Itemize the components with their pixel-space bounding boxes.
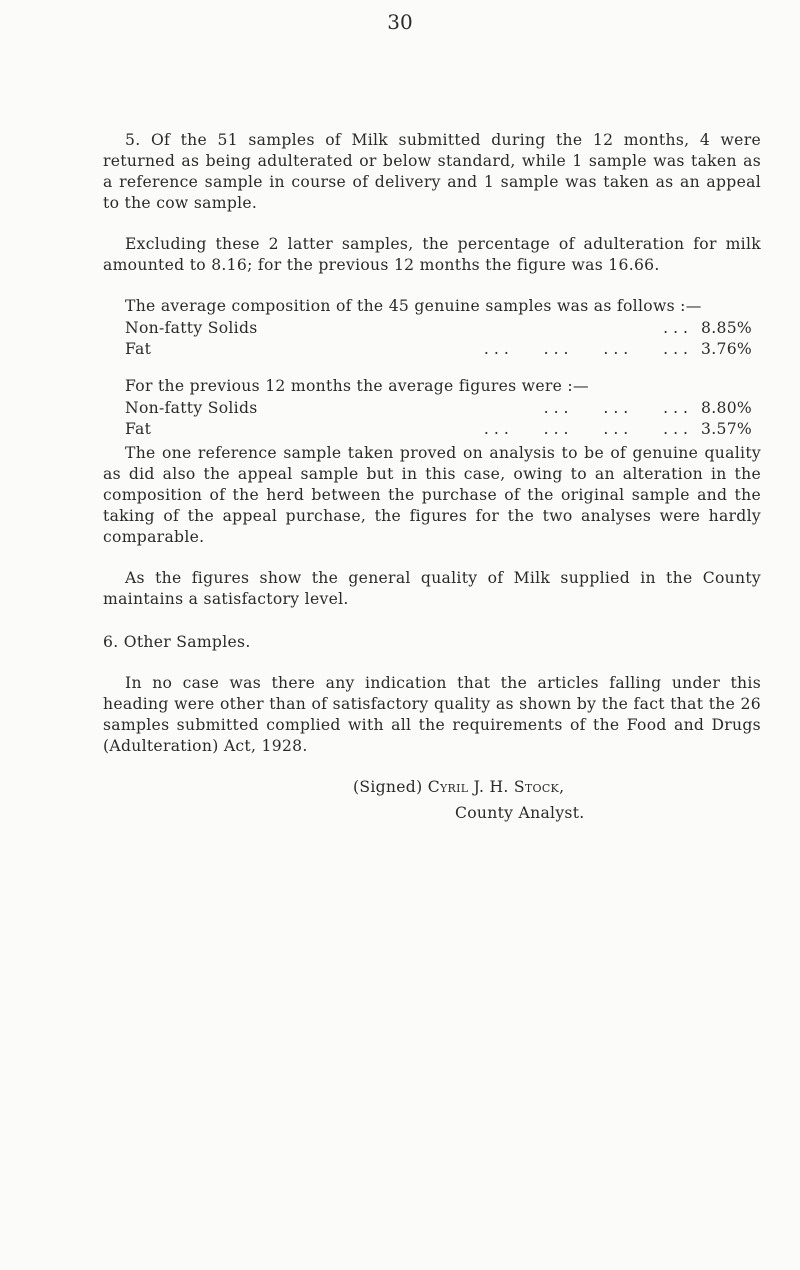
- row-label: Non-fatty Solids: [125, 319, 258, 337]
- table-row: [125, 339, 761, 360]
- row-label: Fat: [125, 420, 152, 438]
- row-leader: ... ... ...: [543, 399, 693, 417]
- section5-paragraph-3: The one reference sample taken proved on analysis to be of genuine quality as did also the appeal sample but in this case, owing to an alteration in the composition of the herd between the purchase of the original sample and the taking of the appeal purchase, the figures for the two analyses were hardly comparable.: [103, 444, 761, 546]
- table-row: [125, 398, 761, 419]
- section5-paragraph-4: As the figures show the general quality of Milk supplied in the County maintains a satisfactory level.: [103, 569, 761, 608]
- table-row: [125, 318, 761, 339]
- row-value: 3.76%: [701, 340, 753, 358]
- average-composition-table: [125, 318, 761, 360]
- row-leader: ... ... ... ...: [483, 420, 693, 438]
- signature-line: [103, 777, 761, 798]
- row-value: 3.57%: [701, 420, 753, 438]
- section6-paragraph: In no case was there any indication that the articles falling under this heading were other than of satisfactory quality as shown by the fact that the 26 samples submitted complied with all the requirements of the Food and Drugs (Adulteration) Act, 1928.: [103, 674, 761, 755]
- row-label: Non-fatty Solids: [125, 399, 258, 417]
- signatory-name: Cyril J. H. Stock,: [427, 778, 565, 796]
- row-value: 8.85%: [701, 319, 753, 337]
- section6-heading: 6. Other Samples.: [103, 633, 251, 651]
- row-value: 8.80%: [701, 399, 753, 417]
- page-number: 30: [387, 10, 413, 34]
- row-leader: ... ... ... ...: [483, 340, 693, 358]
- row-leader: ...: [663, 319, 693, 337]
- average-composition-intro: The average composition of the 45 genuine samples was as follows :—: [125, 297, 702, 315]
- previous-figures-table: [125, 398, 761, 440]
- document-body: [103, 130, 761, 824]
- signatory-title: County Analyst.: [455, 804, 585, 822]
- row-label: Fat: [125, 340, 152, 358]
- section5-paragraph-2: Excluding these 2 latter samples, the percentage of adulteration for milk amounted to 8.16; for the previous 12 months the figure was 16.66.: [103, 235, 761, 274]
- signed-label: (Signed): [353, 778, 423, 796]
- section5-paragraph-1: 5. Of the 51 samples of Milk submitted during the 12 months, 4 were returned as being adulterated or below standard, while 1 sample was taken as a reference sample in course of delivery and 1 sample was taken as an appeal to the cow sample.: [103, 131, 761, 212]
- table-row: [125, 419, 761, 440]
- previous-figures-intro: For the previous 12 months the average figures were :—: [125, 377, 589, 395]
